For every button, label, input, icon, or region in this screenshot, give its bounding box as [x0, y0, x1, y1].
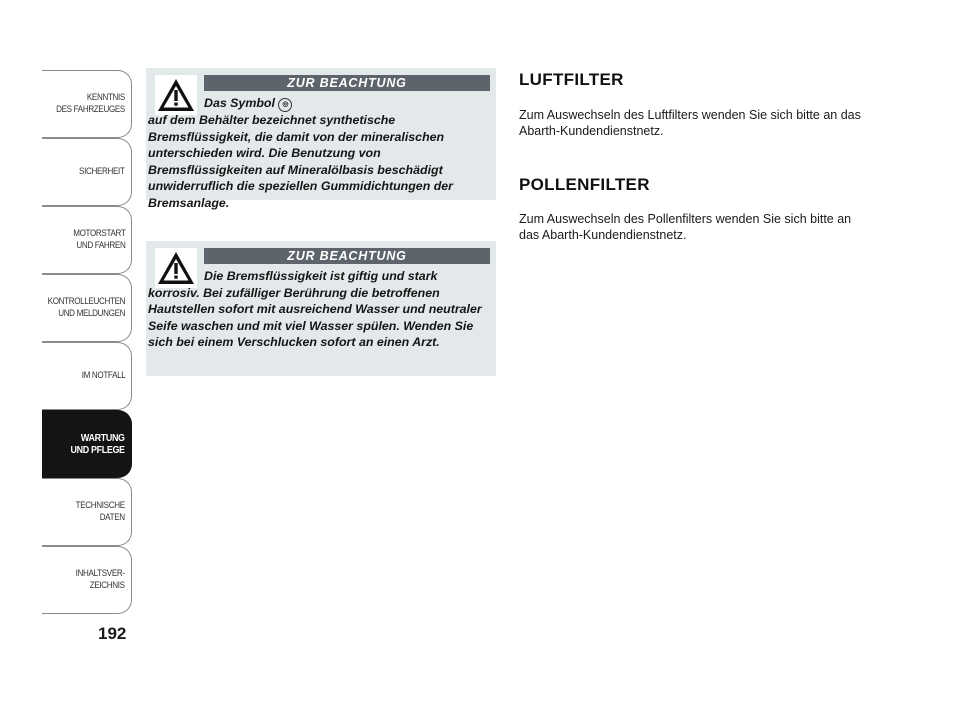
- section-heading: LUFTFILTER: [519, 70, 624, 89]
- warning-box: [146, 68, 496, 210]
- tab-kontrolleuchten-und-meldungen[interactable]: [42, 274, 132, 342]
- tab-label: WARTUNG UND PFLEGE: [70, 432, 125, 456]
- section-body: Zum Auswechseln des Luftfilters wenden Sie sich bitte an das Abarth-Kundendienstnetz.: [519, 108, 861, 138]
- tab-label: MOTORSTART UND FAHREN: [72, 228, 125, 251]
- page-number: 192: [98, 624, 127, 643]
- brake-fluid-symbol-icon: ◎: [278, 98, 292, 112]
- warning-banner: ZUR BEACHTUNG: [204, 248, 490, 264]
- tab-label: KONTROLLEUCHTEN UND MELDUNGEN: [47, 296, 125, 319]
- tab-sicherheit[interactable]: [42, 138, 132, 206]
- warning-text: Die Bremsflüssigkeit ist giftig und stark korrosiv. Bei zufälliger Berührung die betroffenen Hautstellen sofort mit ausreichend Wasser und neutraler Seife waschen und mit viel Wasser spülen. Wenden Sie sich bei einem Verschlucken sofort an einen Arzt.: [148, 269, 482, 349]
- tab-kenntnis-des-fahrzeuges[interactable]: [42, 70, 132, 138]
- tab-im-notfall[interactable]: [42, 342, 132, 410]
- tab-label: IM NOTFALL: [81, 370, 125, 381]
- tab-label: TECHNISCHE DATEN: [75, 500, 125, 523]
- tab-inhaltsverzeichnis[interactable]: [42, 546, 132, 614]
- tab-wartung-und-pflege[interactable]: [42, 410, 132, 478]
- warning-box: [146, 241, 496, 376]
- section-heading: POLLENFILTER: [519, 175, 650, 194]
- tab-label: INHALTSVER- ZEICHNIS: [75, 568, 125, 591]
- warning-text: [148, 95, 490, 211]
- tab-technische-daten[interactable]: [42, 478, 132, 546]
- tab-motorstart-und-fahren[interactable]: [42, 206, 132, 274]
- section-body: Zum Auswechseln des Pollenfilters wenden Sie sich bitte an das Abarth-Kundendienstnetz.: [519, 212, 852, 242]
- warning-text-part: Das Symbol: [204, 96, 275, 110]
- warning-banner: ZUR BEACHTUNG: [204, 75, 490, 91]
- tab-label: KENNTNIS DES FAHRZEUGES: [56, 92, 125, 115]
- tab-label: SICHERHEIT: [79, 166, 125, 177]
- warning-text-part: auf dem Behälter bezeichnet synthetische Bremsflüssigkeit, die damit von der mineralischen unterschieden wird. Die Benutzung von Bremsflüssigkeiten auf Mineralölbasis beschädigt unwiderruflich die speziellen Gummidichtungen der Bremsanlage.: [148, 113, 453, 210]
